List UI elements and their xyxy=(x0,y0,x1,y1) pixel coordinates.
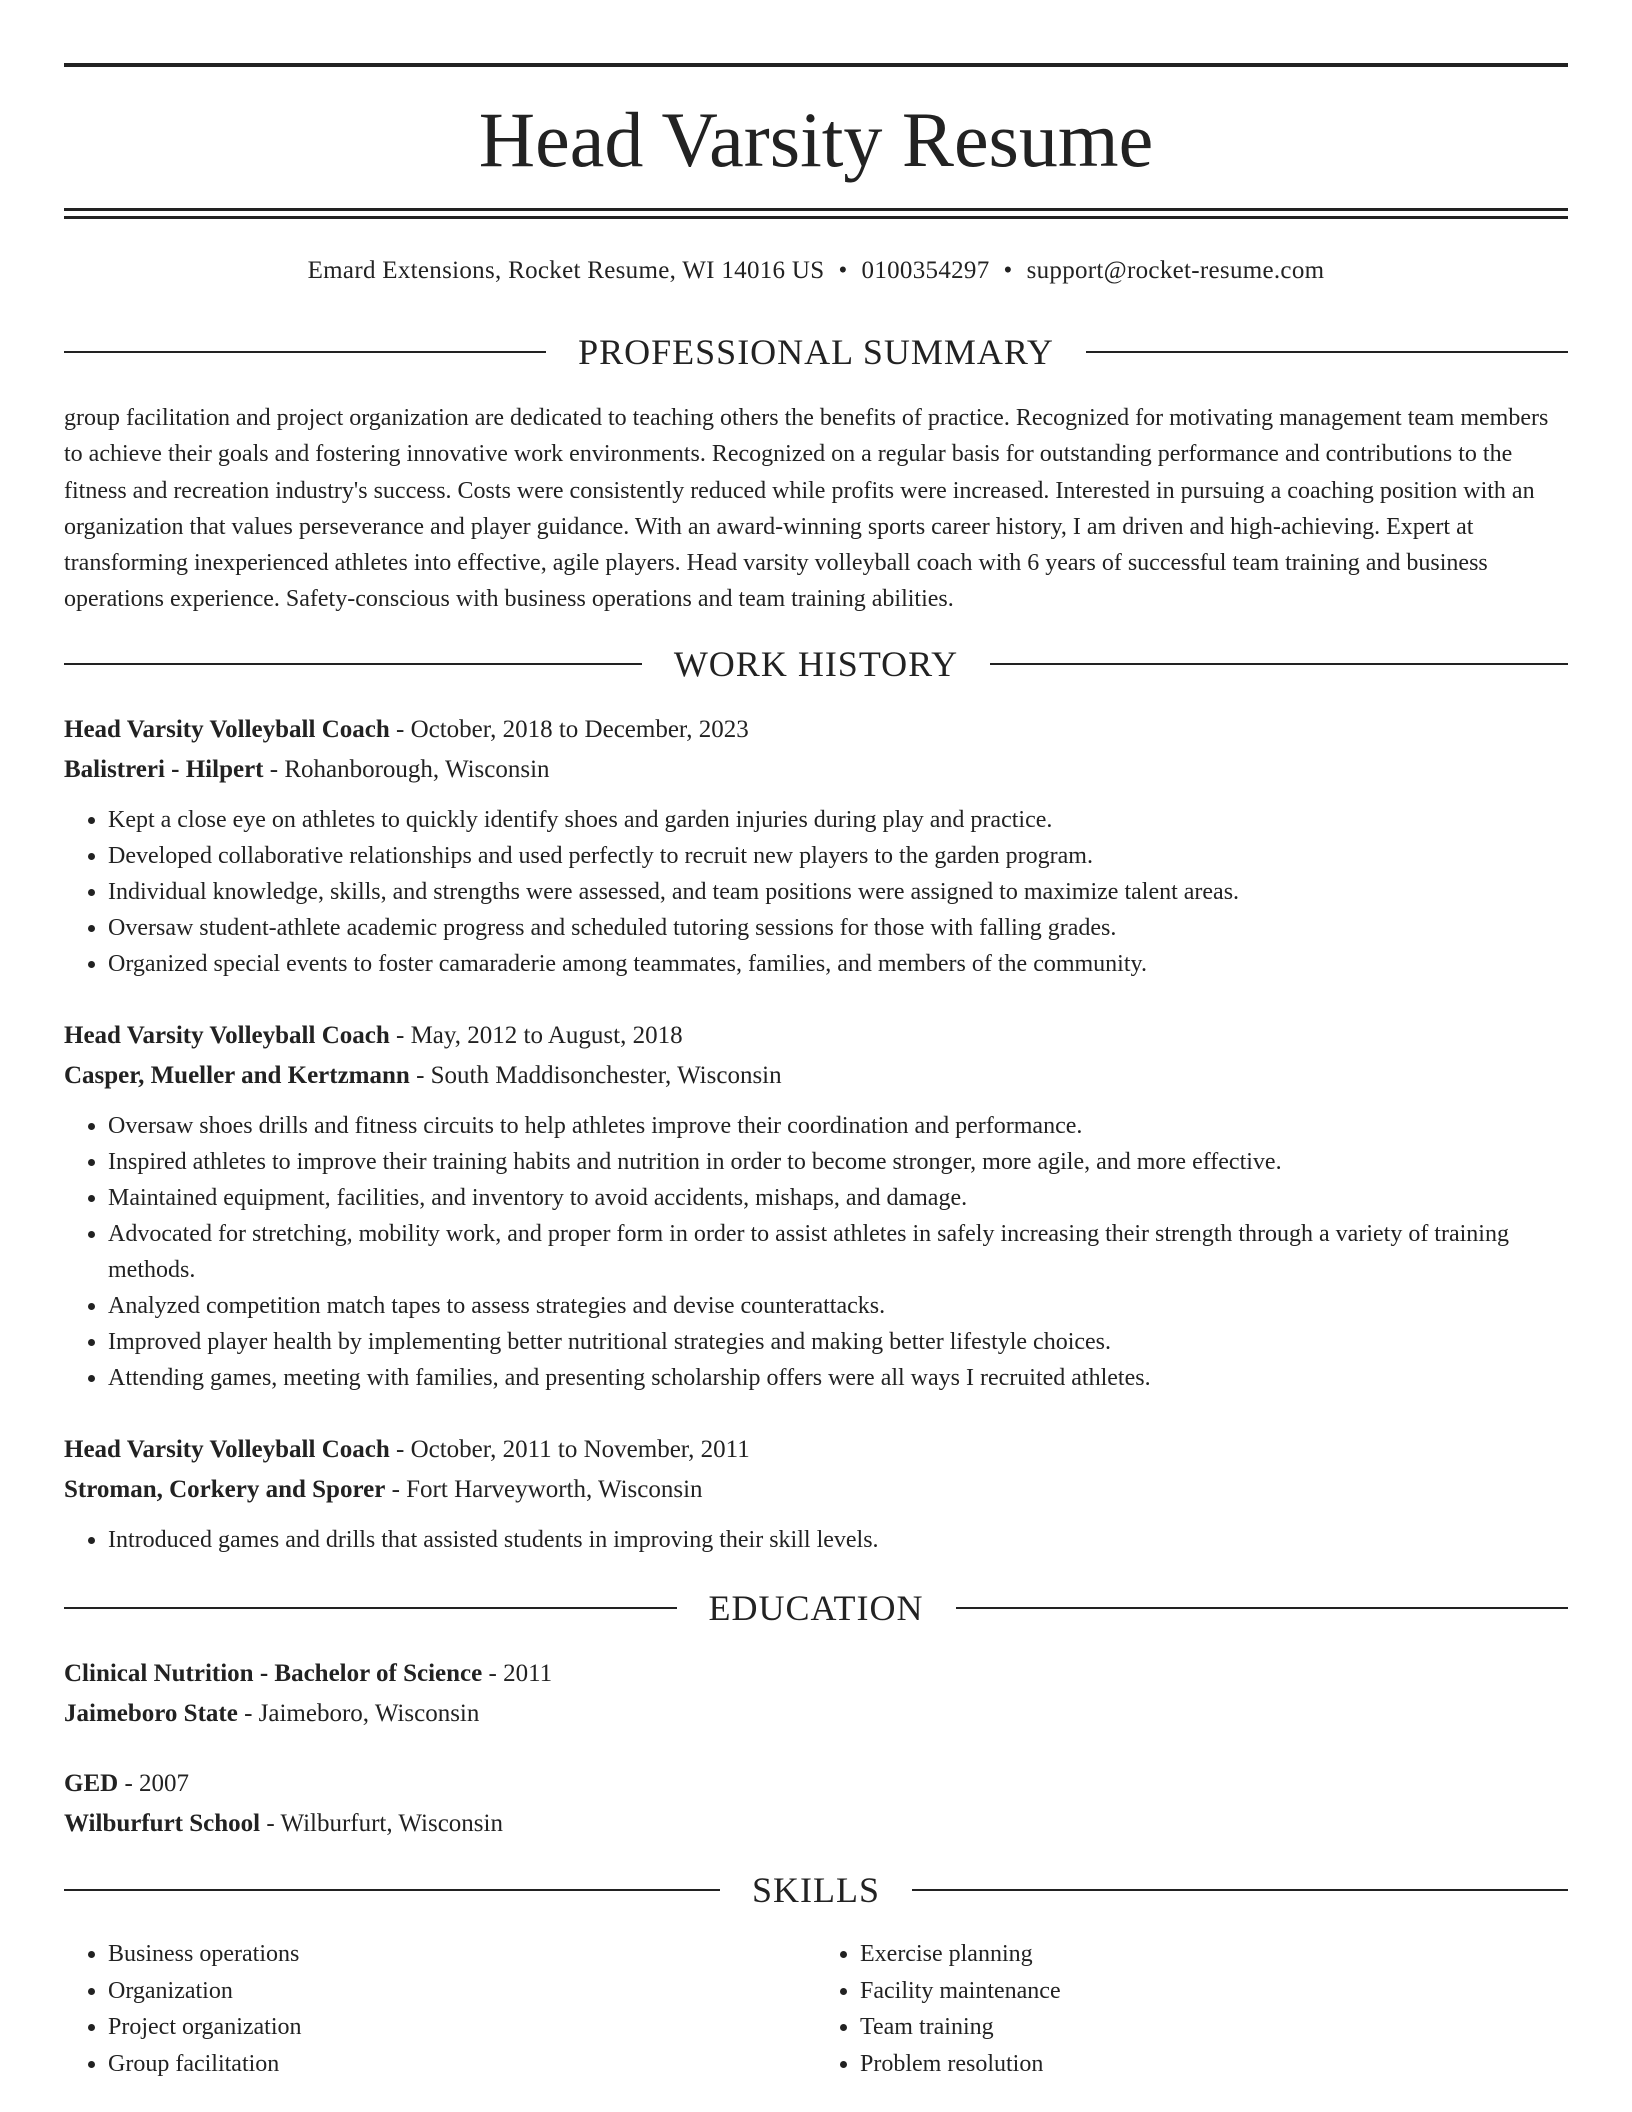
skill-item: • Organization xyxy=(108,1973,816,2010)
job-employer: Stroman, Corkery and Sporer xyxy=(64,1476,386,1503)
section-header-skills xyxy=(64,1868,1568,1912)
list-item: • Maintained equipment, facilities, and inventory to avoid accidents, mishaps, and damage. xyxy=(108,1180,1568,1216)
divider xyxy=(64,1889,720,1891)
section-title: EDUCATION xyxy=(708,1588,924,1628)
divider xyxy=(64,1607,677,1609)
education-location: - Wilburfurt, Wisconsin xyxy=(260,1810,503,1837)
job-location: - Rohanborough, Wisconsin xyxy=(263,756,550,783)
section-header-summary xyxy=(64,330,1568,374)
divider xyxy=(956,1607,1569,1609)
list-item: • Oversaw student-athlete academic progress and scheduled tutoring sessions for those with falling grades. xyxy=(108,910,1568,946)
list-item: • Attending games, meeting with families, and presenting scholarship offers were all ways I recruited athletes. xyxy=(108,1360,1568,1396)
list-item: • Oversaw shoes drills and fitness circuits to help athletes improve their coordination and performance. xyxy=(108,1108,1568,1144)
education-degree: GED xyxy=(64,1770,119,1797)
job-dates: - October, 2011 to November, 2011 xyxy=(389,1436,750,1463)
section-title: SKILLS xyxy=(752,1870,881,1910)
section-header-work xyxy=(64,642,1568,686)
contact-separator: • xyxy=(838,257,848,284)
list-item: • Analyzed competition match tapes to assess strategies and devise counterattacks. xyxy=(108,1288,1568,1324)
contact-line xyxy=(64,254,1568,288)
resume-title: Head Varsity Resume xyxy=(478,96,1154,183)
job-entry xyxy=(64,1016,1568,1396)
section-header-education xyxy=(64,1586,1568,1630)
job-dates: - May, 2012 to August, 2018 xyxy=(389,1022,683,1049)
contact-address: Emard Extensions, Rocket Resume, WI 14016 US xyxy=(307,257,825,284)
divider xyxy=(1086,351,1568,353)
skill-item: • Team training xyxy=(860,2009,1568,2046)
education-school: Wilburfurt School xyxy=(64,1810,261,1837)
skill-item: • Exercise planning xyxy=(860,1936,1568,1973)
job-location: - Fort Harveyworth, Wisconsin xyxy=(385,1476,703,1503)
list-item: • Advocated for stretching, mobility work, and proper form in order to assist athletes in safely increasing their strength through a variety of training methods. xyxy=(108,1216,1568,1288)
education-year: - 2011 xyxy=(482,1660,553,1687)
list-item: • Organized special events to foster camaraderie among teammates, families, and members of the community. xyxy=(108,946,1568,982)
list-item: • Inspired athletes to improve their training habits and nutrition in order to become stronger, more agile, and more effective. xyxy=(108,1144,1568,1180)
job-employer: Casper, Mueller and Kertzmann xyxy=(64,1062,410,1089)
job-entry xyxy=(64,1430,1568,1558)
skill-item: • Business operations xyxy=(108,1936,816,1973)
education-degree: Clinical Nutrition - Bachelor of Science xyxy=(64,1660,483,1687)
education-year: - 2007 xyxy=(118,1770,190,1797)
divider xyxy=(64,663,642,665)
section-title: PROFESSIONAL SUMMARY xyxy=(578,332,1054,372)
skill-item: • Group facilitation xyxy=(108,2046,816,2083)
skills-list xyxy=(64,1936,1568,2083)
summary-text: group facilitation and project organization are dedicated to teaching others the benefits of practice. Recognized for motivating management team members to achieve their goals and fostering innovative work environments. Recognized on a regular basis for outstanding performance and contributions to the fitness and recreation industry's success. Costs were consistently reduced while profits were increased. Interested in pursuing a coaching position with an organization that values perseverance and player guidance. With an award-winning sports career history, I am driven and high-achieving. Expert at transforming inexperienced athletes into effective, agile players. Head varsity volleyball coach with 6 years of successful team training and business operations experience. Safety-conscious with business operations and team training abilities. xyxy=(64,405,1549,613)
skills-column-right xyxy=(816,1936,1568,2083)
skill-item: • Project organization xyxy=(108,2009,816,2046)
skill-item: • Facility maintenance xyxy=(860,1973,1568,2010)
education-entry xyxy=(64,1654,1568,1734)
list-item: • Kept a close eye on athletes to quickly identify shoes and garden injuries during play and practice. xyxy=(108,802,1568,838)
job-location: - South Maddisonchester, Wisconsin xyxy=(409,1062,782,1089)
education-school: Jaimeboro State xyxy=(64,1700,238,1727)
title-double-rule xyxy=(64,208,1568,219)
section-title: WORK HISTORY xyxy=(673,644,959,684)
skill-item: • Problem resolution xyxy=(860,2046,1568,2083)
education-entry xyxy=(64,1764,1568,1844)
job-employer: Balistreri - Hilpert xyxy=(64,756,264,783)
skills-column-left xyxy=(64,1936,816,2083)
top-rule xyxy=(64,63,1568,67)
divider xyxy=(990,663,1568,665)
contact-phone: 0100354297 xyxy=(861,257,990,284)
contact-separator: • xyxy=(1003,257,1013,284)
job-title: Head Varsity Volleyball Coach xyxy=(64,1022,390,1049)
contact-email: support@rocket-resume.com xyxy=(1026,257,1325,284)
job-dates: - October, 2018 to December, 2023 xyxy=(389,716,749,743)
job-title: Head Varsity Volleyball Coach xyxy=(64,716,390,743)
education-location: - Jaimeboro, Wisconsin xyxy=(237,1700,480,1727)
job-bullets xyxy=(64,1108,1568,1396)
list-item: • Individual knowledge, skills, and strengths were assessed, and team positions were assigned to maximize talent areas. xyxy=(108,874,1568,910)
list-item: • Introduced games and drills that assisted students in improving their skill levels. xyxy=(108,1522,1568,1558)
list-item: • Developed collaborative relationships and used perfectly to recruit new players to the garden program. xyxy=(108,838,1568,874)
job-title: Head Varsity Volleyball Coach xyxy=(64,1436,390,1463)
divider xyxy=(64,351,546,353)
divider xyxy=(912,1889,1568,1891)
list-item: • Improved player health by implementing better nutritional strategies and making better lifestyle choices. xyxy=(108,1324,1568,1360)
job-entry xyxy=(64,710,1568,982)
job-bullets xyxy=(64,1522,1568,1558)
job-bullets xyxy=(64,802,1568,982)
